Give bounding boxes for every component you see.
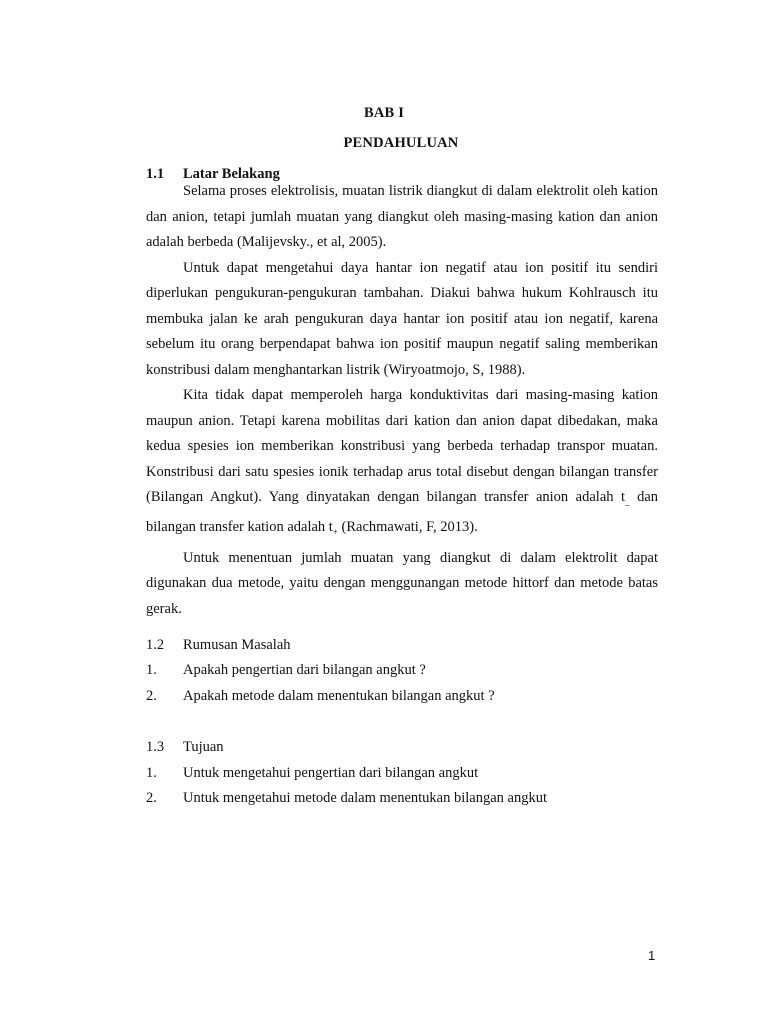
list-item <box>146 688 666 708</box>
list-item <box>146 662 666 682</box>
paragraph-1: Selama proses elektrolisis, muatan listrik diangkut di dalam elektrolit oleh kation dan anion, tetapi jumlah muatan yang diangkut oleh masing-masing kation dan anion adalah berbeda (Malijevsky., et al, 2005). <box>146 183 658 250</box>
section-title-rumusan-masalah: Rumusan Masalah <box>183 637 291 653</box>
list-item-number: 2. <box>146 688 157 704</box>
paragraph-4: Untuk menentuan jumlah muatan yang diangkut di dalam elektrolit dapat digunakan dua metode, yaitu dengan menggunangan metode hittorf dan metode batas gerak. <box>146 549 658 617</box>
section-number-1-3: 1.3 <box>146 739 165 755</box>
list-item-number: 2. <box>146 790 157 806</box>
transfer-cation-subscript: + <box>332 527 338 538</box>
section-number-1-1: 1.1 <box>146 166 165 182</box>
list-item <box>146 765 666 785</box>
list-item-number: 1. <box>146 765 157 781</box>
list-item-number: 1. <box>146 662 157 678</box>
paragraph-3-end: (Rachmawati, F, 2013). <box>337 519 478 536</box>
paragraph-3-text: Kita tidak dapat memperoleh harga konduktivitas dari masing-masing kation maupun anion. Tetapi karena mobilitas dari kation dan anion dapat dibedakan, maka kedua spesies ion memberikan konstribusi yang berbeda terhadap transpor muatan. Konstribusi dari satu spesies ionik terhadap arus total disebut dengan bilangan transfer (Bilangan Angkut). Yang dinyatakan dengan bilangan transfer anion adalah t <box>146 387 658 505</box>
page-number: 1 <box>648 948 656 963</box>
list-item-text: Untuk mengetahui pengertian dari bilangan angkut <box>183 765 479 781</box>
transfer-anion-subscript: _ <box>625 496 630 507</box>
paragraph-3-mid: dan bilangan transfer kation adalah t <box>146 489 659 536</box>
list-item-text: Apakah metode dalam menentukan bilangan angkut ? <box>183 688 495 704</box>
list-item-text: Apakah pengertian dari bilangan angkut ? <box>183 662 426 678</box>
section-title-latar-belakang: Latar Belakang <box>183 166 280 182</box>
paragraph-2: Untuk dapat mengetahui daya hantar ion negatif atau ion positif itu sendiri diperlukan pengukuran-pengukuran tambahan. Diakui bahwa hukum Kohlrausch itu membuka jalan ke arah pengukuran daya hantar ion positif atau ion negatif, karena sebelum itu orang berpendapat bahwa ion positif maupun negatif saling memberikan konstribusi dalam menghantarkan listrik (Wiryoatmojo, S, 1988). <box>146 259 658 378</box>
section-body-1-1 <box>146 179 658 622</box>
chapter-label: BAB I <box>363 105 405 121</box>
section-title-tujuan: Tujuan <box>183 739 224 755</box>
list-item <box>146 790 666 810</box>
chapter-title: PENDAHULUAN <box>343 135 459 151</box>
list-item-text: Untuk mengetahui metode dalam menentukan bilangan angkut <box>183 790 548 806</box>
paragraph-3 <box>146 383 658 546</box>
section-number-1-2: 1.2 <box>146 637 165 653</box>
